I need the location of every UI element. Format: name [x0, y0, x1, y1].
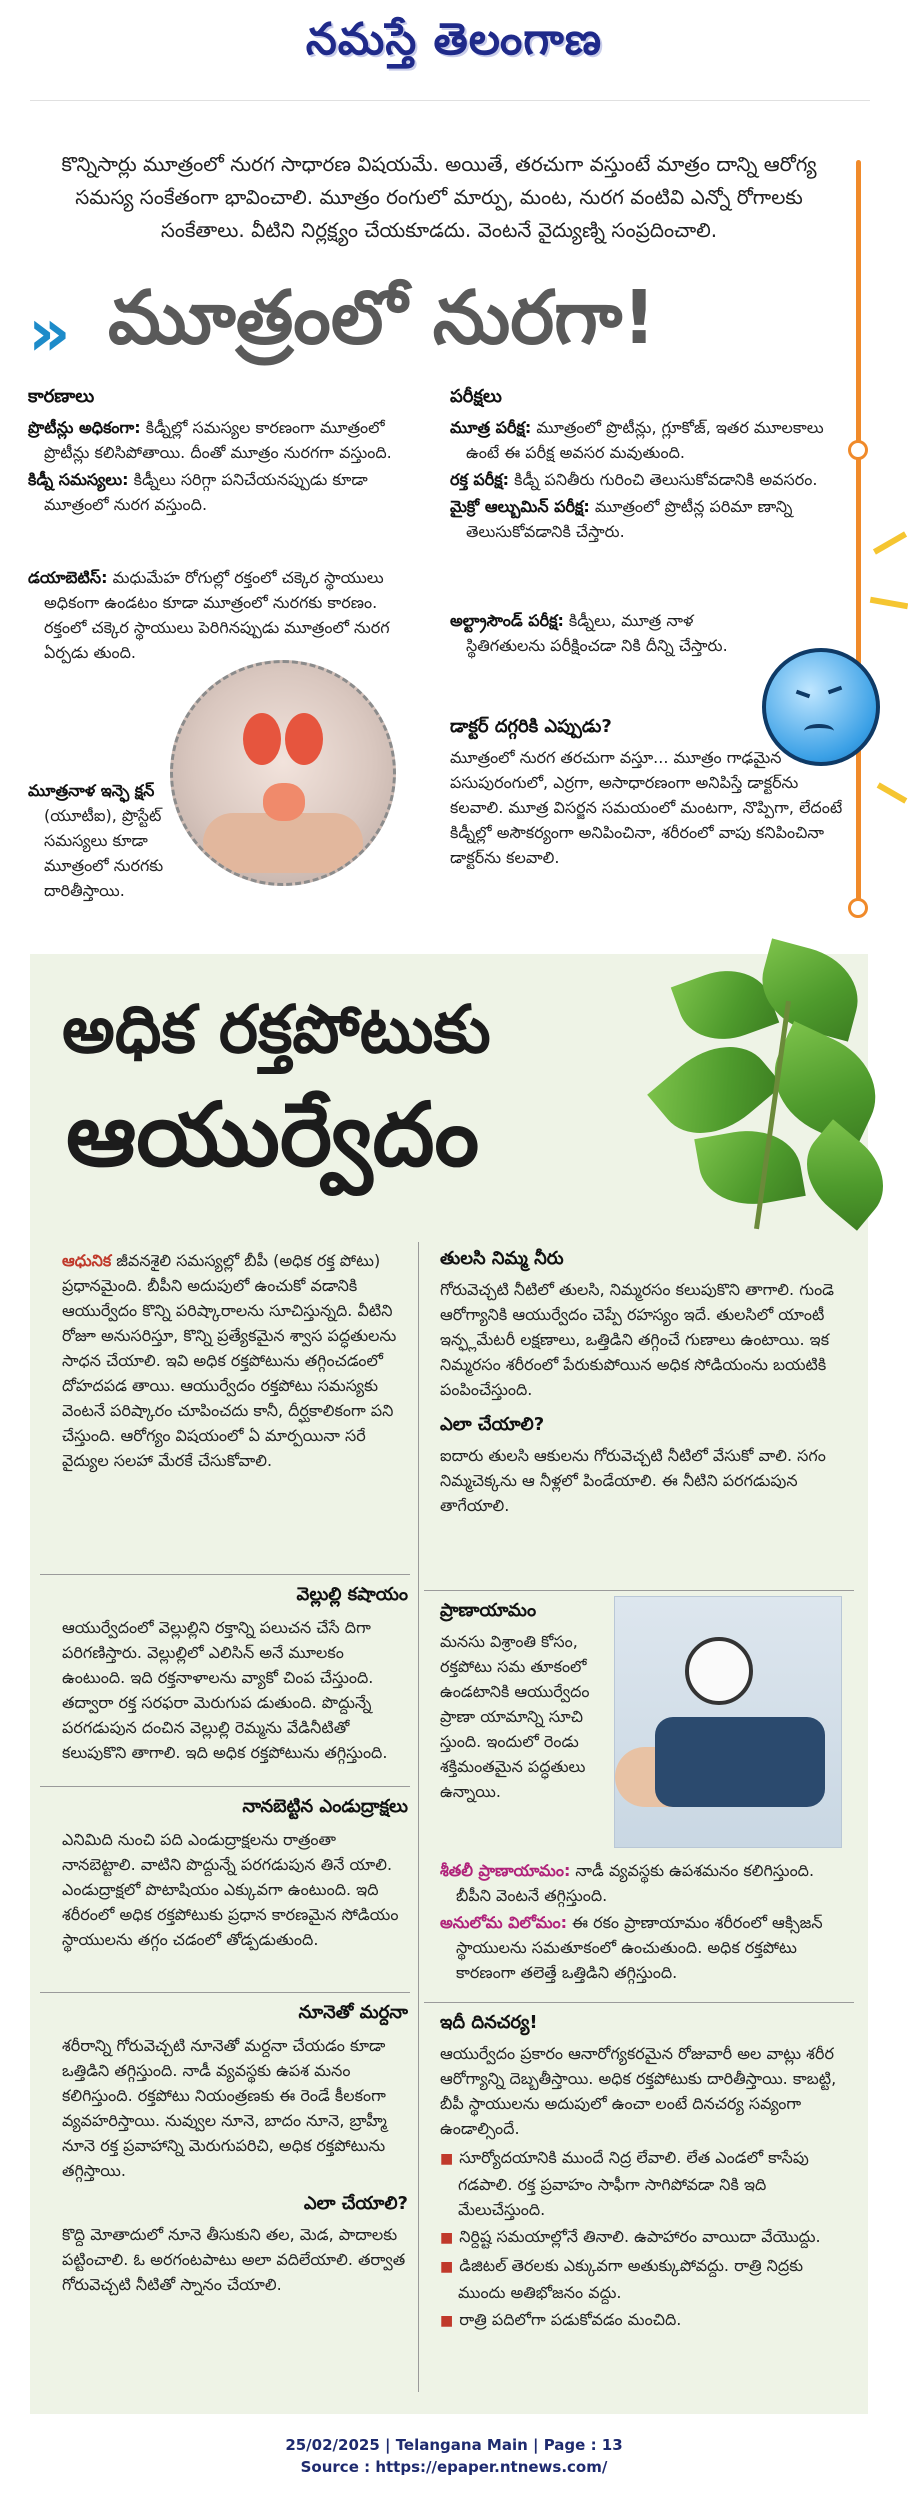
doctor-text: మూత్రంలో నురగ తరచుగా వస్తూ... మూత్రం గాఢమైన పసుపురంగులో, ఎర్రగా, అసాధారణంగా అనిపిస్తే డాక్టర్‌ను కలవాలి. మూత్ర విసర్జన సమయంలో మంటగా, నొప్పిగా, లేదంటే కిడ్నీల్లో అసౌకర్యంగా అనిపించినా, శరీరంలో వాపు కనిపించినా డాక్టర్‌ను కలవాలి. [450, 748, 843, 867]
tests-section [450, 386, 850, 546]
test-item: రక్త పరీక్ష: కిడ్నీ పనితీరు గురించి తెలుసుకోవడానికి అవసరం. [450, 470, 818, 489]
test-item-ultrasound: అల్ట్రాసౌండ్ పరీక్ష: కిడ్నీలు, మూత్ర నాళ స్థితిగతులను పరీక్షించడా నికి దీన్ని చేస్తారు. [450, 611, 728, 655]
cause-item-diabetes: డయాబెటిస్: మధుమేహ రోగుల్లో రక్తంలో చక్కెర స్థాయులు అధికంగా ఉండటం కూడా మూత్రంలో నురగకు కారణం. రక్తంలో చక్కెర స్థాయులు పెరిగినప్పుడు మూత్రంలో నురగ ఏర్పడు తుంది. [28, 568, 390, 662]
raisin-section [62, 1796, 408, 1952]
bp-monitor-photo [614, 1596, 842, 1848]
raisin-text: ఎనిమిది నుంచి పది ఎండుద్రాక్షలను రాత్రంతా నానబెట్టాలి. వాటిని పొద్దున్నే పరగడుపున తినే యాలి. ఎండుద్రాక్షలో పొటాషియం ఎక్కువగా ఉంటుంది. ఇది శరీరంలో అధిక రక్తపోటుకు ప్రధాన కారణమైన సోడియం స్థాయులను తగ్గం చడంలో తోడ్పడుతుంది. [62, 1830, 399, 1949]
orange-dot-icon [848, 898, 868, 918]
oil-text: శరీరాన్ని గోరువెచ్చటి నూనెతో మర్దనా చేయడం కూడా ఒత్తిడిని తగ్గిస్తుంది. నాడీ వ్యవస్థకు ఉపశ మనం కలిగిస్తుంది. రక్తపోటు నియంత్రణకు ఈ రెండే కీలకంగా వ్యవహరిస్తాయి. నువ్వుల నూనె, బాదం నూనె, బ్రాహ్మీ నూనె రక్త ప్రవాహాన్ని మెరుగుపరిచి, అధిక రక్తపోటును తగ్గిస్తాయి. [62, 2036, 387, 2180]
garlic-text: ఆయుర్వేదంలో వెల్లుల్లిని రక్తాన్ని పలుచన చేసే దిగా పరిగణిస్తారు. వెల్లుల్లిలో ఎలిసిన్ అనే మూలకం ఉంటుంది. ఇది రక్తనాళాలను వ్యాకో చింప చేస్తుంది. తద్వారా రక్త సరఫరా మెరుగుప డుతుంది. పొద్దున్నే పరగడుపున దంచిన వెల్లుల్లి రెమ్మను వేడినీటితో కలుపుకొని తాగాలి. ఇది అధిక రక్తపోటును తగ్గిస్తుంది. [62, 1618, 388, 1762]
masthead-divider [30, 100, 870, 101]
list-item: ■ డిజిటల్ తెరలకు ఎక్కువగా అతుక్కుపోవద్దు. రాత్రి నిద్రకు ముందు అతిభోజనం వద్దు. [440, 2256, 804, 2302]
tulasi-how-title: ఎలా చేయాలి? [440, 1414, 545, 1435]
doctor-section [450, 716, 850, 870]
masthead [0, 0, 908, 90]
doctor-title: డాక్టర్ దగ్గరికి ఎప్పుడు? [450, 716, 612, 737]
test-item: మూత్ర పరీక్ష: మూత్రంలో ప్రొటీన్లు, గ్లూకోజ్, ఇతర మూలకాలు ఉంటే ఈ పరీక్ష అవసర మవుతుంది. [450, 418, 824, 462]
column-divider [418, 1242, 419, 2392]
tulasi-title: తులసి నిమ్మ నీరు [440, 1248, 564, 1269]
routine-section [440, 2012, 840, 2336]
pranayama-methods [440, 1858, 840, 1987]
garlic-section [62, 1584, 408, 1765]
oil-section [62, 2002, 408, 2297]
anuloma-item: అనులోమ విలోమం: ఈ రకం ప్రాణాయామం శరీరంలో ఆక్సిజన్ స్థాయులను సమతూకంలో ఉంచుతుంది. అధిక రక్తపోటు కారణంగా తలెత్తే ఒత్తిడిని తగ్గిస్తుంది. [440, 1913, 823, 1982]
sun-ray-icon [870, 597, 908, 610]
list-item: ■ రాత్రి పదిలోగా పడుకోవడం మంచిది. [440, 2310, 682, 2329]
article2-headline-line1: అధిక రక్తపోటుకు [62, 991, 491, 1068]
oil-how-text: కొద్ది మోతాదులో నూనె తీసుకుని తల, మెడ, పాదాలకు పట్టించాలి. ఓ అరగంటపాటు అలా వదిలేయాలి. తర్వాత గోరువెచ్చటి నీటితో స్నానం చేయాలి. [62, 2225, 406, 2294]
section-divider [424, 1590, 854, 1591]
square-bullet-icon: ■ [440, 2313, 454, 2329]
pranayama-title: ప్రాణాయామం [440, 1600, 537, 1621]
article1-intro: కొన్నిసార్లు మూత్రంలో నురగ సాధారణ విషయమే. అయితే, తరచుగా వస్తుంటే మాత్రం దాన్ని ఆరోగ్య సమస్య సంకేతంగా భావించాలి. మూత్రం రంగులో మార్పు, మంట, నురగ వంటివి ఎన్నో రోగాలకు సంకేతాలు. వీటిని నిర్లక్ష్యం చేయకూడదు. వెంటనే వైద్యుణ్ని సంప్రదించాలి. [61, 152, 817, 242]
routine-title: ఇదీ దినచర్య! [440, 2012, 538, 2033]
test-item: మైక్రో ఆల్బుమిన్ పరీక్ష: మూత్రంలో ప్రొటీన్ల పరిమా ణాన్ని తెలుసుకోవడానికి చేస్తారు. [450, 497, 793, 541]
cause-item: ప్రొటీన్లు అధికంగా: కిడ్నీల్లో సమస్యల కారణంగా మూత్రంలో ప్రొటీన్లు కలిసిపోతాయి. దీంతో మూత్రం నురగగా వస్తుంది. [28, 418, 392, 462]
double-chevron-icon: » [28, 294, 71, 371]
list-item: ■ సూర్యోదయానికి ముందే నిద్ర లేవాలి. లేత ఎండలో కాసేపు గడపాలి. రక్త ప్రవాహం సాఫీగా సాగిపోవడా నికి ఇది మేలుచేస్తుంది. [440, 2148, 809, 2219]
section-divider [40, 1574, 410, 1575]
routine-text: ఆయుర్వేదం ప్రకారం ఆనారోగ్యకరమైన రోజువారీ అల వాట్లు శరీర ఆరోగ్యాన్ని దెబ్బతీస్తాయి. అధిక రక్తపోటుకు దారితీస్తాయి. కాబట్టి, బీపీ స్థాయులను అదుపులో ఉంచా లంటే దినచర్య సవ్యంగా ఉండాల్సిందే. [440, 2044, 837, 2138]
square-bullet-icon: ■ [440, 2230, 454, 2246]
footer-dateline: 25/02/2025 | Telangana Main | Page : 13 [285, 2436, 623, 2454]
pranayama-section [440, 1600, 608, 1804]
tulasi-text: గోరువెచ్చటి నీటిలో తులసి, నిమ్మరసం కలుపుకొని తాగాలి. గుండె ఆరోగ్యానికి ఆయుర్వేదం చెప్పే రహస్యం ఇదే. తులసిలో యాంటీ ఇన్ఫ్లమేటరీ లక్షణాలు, ఒత్తిడిని తగ్గించే గుణాలు ఉంటాయి. ఇక నిమ్మరసం శరీరంలో పేరుకుపోయిన అధిక సోడియంను బయటికి పంపించేస్తుంది. [440, 1280, 835, 1399]
kidney-illustration [170, 660, 396, 886]
footer-source-link[interactable]: Source : https://epaper.ntnews.com/ [300, 2458, 608, 2476]
oil-title: నూనెతో మర్దనా [298, 2002, 408, 2023]
orange-dot-icon [848, 440, 868, 460]
newspaper-logo: నమస్తే తెలంగాణ [305, 14, 603, 65]
tests-title: పరీక్షలు [450, 386, 502, 407]
cause-item-uti: మూత్రనాళ ఇన్ఫె క్షన్ (యూటీఐ), ప్రొస్టేట్ సమస్యలు కూడా మూత్రంలో నురగకు దారితీస్తాయి. [28, 781, 164, 900]
garlic-title: వెల్లుల్లి కషాయం [296, 1584, 408, 1605]
orange-accent-line [856, 160, 861, 910]
section-divider [40, 1786, 410, 1787]
tulasi-section [440, 1248, 840, 1518]
square-bullet-icon: ■ [440, 2151, 454, 2167]
raisin-title: నానబెట్టిన ఎండుద్రాక్షలు [242, 1796, 408, 1817]
causes-section [28, 386, 418, 519]
sheetali-item: శీతలీ ప్రాణాయామం: నాడీ వ్యవస్థకు ఉపశమనం కలిగిస్తుంది. బీపీని వెంటనే తగ్గిస్తుంది. [440, 1861, 815, 1905]
tulasi-how-text: ఐదారు తులసి ఆకులను గోరువెచ్చటి నీటిలో వేసుకో వాలి. సగం నిమ్మచెక్కను ఆ నీళ్లలో పిండేయాలి. ఈ నీటిని పరగడుపున తాగేయాలి. [440, 1446, 826, 1515]
cause-item: కిడ్నీ సమస్యలు: కిడ్నీలు సరిగ్గా పనిచేయనప్పుడు కూడా మూత్రంలో నురగ వస్తుంది. [28, 470, 368, 514]
article2-headline-line2: ఆయుర్వేదం [66, 1083, 480, 1186]
section-divider [424, 2002, 854, 2003]
list-item: ■ నిర్దిష్ట సమయాల్లోనే తినాలి. ఉపాహారం వాయిదా వేయొద్దు. [440, 2227, 821, 2246]
section-divider [40, 1992, 410, 1993]
article1-headline: మూత్రంలో నురగా! [108, 275, 657, 361]
pranayama-text: మనసు విశ్రాంతి కోసం, రక్తపోటు సమ తూకంలో ఉండటానికి ఆయుర్వేదం ప్రాణా యామాన్ని సూచి స్తుంది. ఇందులో రెండు శక్తిమంతమైన పద్ధతులు ఉన్నాయి. [440, 1632, 590, 1801]
causes-title: కారణాలు [28, 386, 95, 407]
sun-ray-icon [873, 531, 907, 554]
routine-list [440, 2145, 840, 2334]
ayurveda-intro: ఆధునిక జీవనశైలి సమస్యల్లో బీపీ (అధిక రక్త పోటు) ప్రధానమైంది. బీపీని అదుపులో ఉంచుకో వడానికి ఆయుర్వేదం కొన్ని పరిష్కారాలను సూచిస్తున్నది. వీటిని రోజూ అనుసరిస్తూ, కొన్ని ప్రత్యేకమైన శ్వాస పద్ధతులను సాధన చేయాలి. ఇవి అధిక రక్తపోటును తగ్గించడంలో దోహదపడ తాయి. ఆయుర్వేదం రక్తపోటు సమస్యకు వెంటనే పరిష్కారం చూపించదు కానీ, దీర్ఘకాలికంగా పని చేస్తుంది. ఆరోగ్యం విషయంలో ఏ మార్పయినా సరే వైద్యుల సలహా మేరకే చేసుకోవాలి. [62, 1251, 397, 1470]
oil-how-title: ఎలా చేయాలి? [303, 2193, 408, 2214]
square-bullet-icon: ■ [440, 2259, 454, 2275]
page-footer [0, 2434, 908, 2478]
sun-ray-icon [877, 782, 908, 803]
tulasi-leaves-illustration [640, 940, 900, 1240]
